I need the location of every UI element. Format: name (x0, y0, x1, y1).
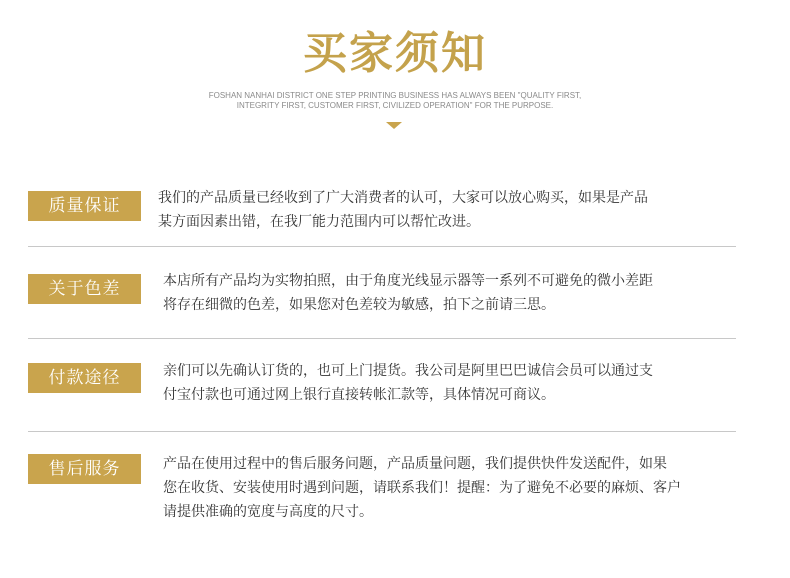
section-text-line: 我们的产品质量已经收到了广大消费者的认可，大家可以放心购买，如果是产品 (158, 190, 648, 206)
section-label-after-sales: 售后服务 (28, 454, 141, 484)
section-text-line: 您在收货、安装使用时遇到问题，请联系我们！提醒：为了避免不必要的麻烦、客户 (163, 480, 681, 496)
section-text-line: 将存在细微的色差，如果您对色差较为敏感，拍下之前请三思。 (163, 297, 555, 313)
section-label-color-difference: 关于色差 (28, 274, 141, 304)
down-triangle-icon (386, 122, 402, 129)
section-text-line: 某方面因素出错，在我厂能力范围内可以帮忙改进。 (158, 214, 480, 230)
section-text-payment (163, 359, 763, 407)
section-divider (28, 431, 736, 432)
section-divider (28, 338, 736, 339)
section-text-after-sales (163, 452, 763, 524)
section-text-line: 付宝付款也可通过网上银行直接转帐汇款等，具体情况可商议。 (163, 387, 555, 403)
section-label-quality: 质量保证 (28, 191, 141, 221)
section-text-line: 亲们可以先确认订货的，也可上门提货。我公司是阿里巴巴诚信会员可以通过支 (163, 363, 653, 379)
section-text-line: 请提供准确的宽度与高度的尺寸。 (163, 504, 373, 520)
section-label-payment: 付款途径 (28, 363, 141, 393)
page-subtitle (0, 91, 790, 111)
section-text-color-difference (163, 269, 763, 317)
page-title: 买家须知 (303, 28, 487, 79)
section-text-line: 本店所有产品均为实物拍照，由于角度光线显示器等一系列不可避免的微小差距 (163, 273, 653, 289)
section-text-line: 产品在使用过程中的售后服务问题，产品质量问题，我们提供快件发送配件，如果 (163, 456, 667, 472)
section-text-quality (158, 186, 758, 234)
subtitle-line-1: FOSHAN NANHAI DISTRICT ONE STEP PRINTING BUSINESS HAS ALWAYS BEEN "QUALITY FIRST, (208, 91, 582, 100)
subtitle-line-2: INTEGRITY FIRST, CUSTOMER FIRST, CIVILIZED OPERATION" FOR THE PURPOSE. (236, 101, 554, 110)
section-divider (28, 246, 736, 247)
